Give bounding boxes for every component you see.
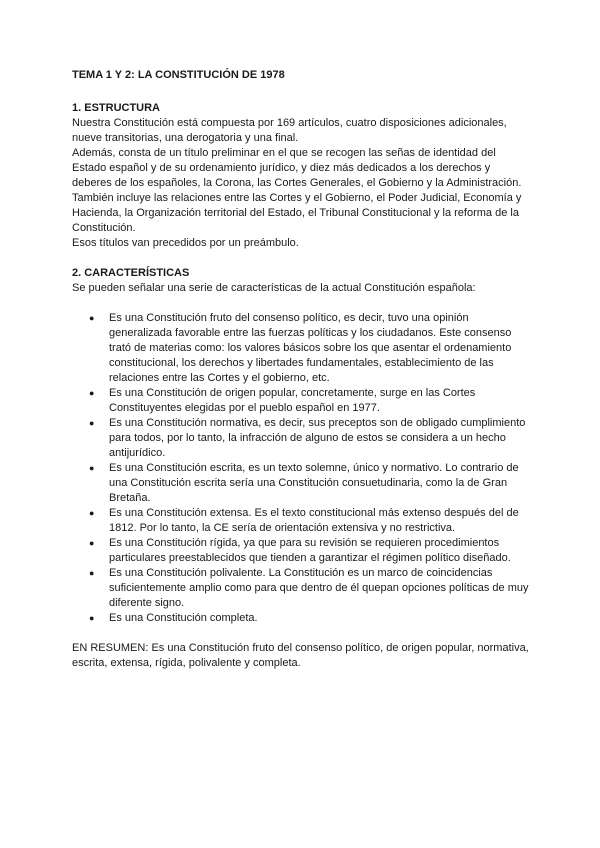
paragraph: Nuestra Constitución está compuesta por 169 artículos, cuatro disposiciones adicionales, nueve transitorias, una derogatoria y una final. <box>72 117 507 144</box>
list-item <box>89 566 530 611</box>
list-item <box>89 416 530 461</box>
section-caracteristicas <box>72 266 530 626</box>
document-title: TEMA 1 Y 2: LA CONSTITUCIÓN DE 1978 <box>72 69 285 81</box>
bullet-icon: ● <box>89 538 95 548</box>
bullet-icon: ● <box>89 463 95 473</box>
bullet-icon: ● <box>89 613 95 623</box>
paragraph: Esos títulos van precedidos por un preámbulo. <box>72 237 299 249</box>
bullet-icon: ● <box>89 388 95 398</box>
section-heading-estructura: 1. ESTRUCTURA <box>72 102 161 114</box>
list-item-text: Es una Constitución de origen popular, concretamente, surge en las Cortes Constituyentes elegidas por el pueblo español en 1977. <box>109 387 476 414</box>
list-item <box>89 311 530 386</box>
list-item <box>89 536 530 566</box>
list-item-text: Es una Constitución polivalente. La Constitución es un marco de coincidencias suficientemente amplio como para que dentro de él quepan opciones políticas de muy diferente signo. <box>109 567 529 609</box>
summary-paragraph: EN RESUMEN: Es una Constitución fruto del consenso político, de origen popular, normativa, escrita, extensa, rígida, polivalente y completa. <box>72 642 529 669</box>
characteristics-list <box>72 311 530 626</box>
bullet-icon: ● <box>89 508 95 518</box>
bullet-icon: ● <box>89 418 95 428</box>
bullet-icon: ● <box>89 568 95 578</box>
list-item <box>89 386 530 416</box>
list-item <box>89 506 530 536</box>
list-item-text: Es una Constitución fruto del consenso político, es decir, tuvo una opinión generalizada favorable entre las fuerzas políticas y los ciudadanos. Este consenso trató de materias como: los valores básicos sobre los que asentar el ordenamiento constitucional, los derechos y libertades fundamentales, establecimiento de las relaciones entre las Cortes y el gobierno, etc. <box>109 312 512 384</box>
list-item <box>89 461 530 506</box>
list-item-text: Es una Constitución completa. <box>109 612 258 624</box>
paragraph: Además, consta de un título preliminar en el que se recogen las señas de identidad del Estado español y de su ordenamiento jurídico, y diez más dedicados a los derechos y deberes de los españoles, la Corona, las Cortes Generales, el Gobierno y la Administración. También incluye las relaciones entre las Cortes y el Gobierno, el Poder Judicial, Economía y Hacienda, la Organización territorial del Estado, el Tribunal Constitucional y la reforma de la Constitución. <box>72 147 522 234</box>
list-item-text: Es una Constitución rígida, ya que para su revisión se requieren procedimientos particulares preestablecidos que tienden a garantizar el régimen político diseñado. <box>109 537 511 564</box>
list-item-text: Es una Constitución escrita, es un texto solemne, único y normativo. Lo contrario de una Constitución escrita sería una Constitución consuetudinaria, como la de Gran Bretaña. <box>109 462 519 504</box>
section-estructura <box>72 101 530 251</box>
list-item <box>89 611 530 626</box>
section-heading-caracteristicas: 2. CARACTERÍSTICAS <box>72 267 190 279</box>
bullet-icon: ● <box>89 313 95 323</box>
list-item-text: Es una Constitución normativa, es decir, sus preceptos son de obligado cumplimiento para todos, por lo tanto, la infracción de alguno de estos se considera a un hecho antijurídico. <box>109 417 526 459</box>
section-intro: Se pueden señalar una serie de características de la actual Constitución española: <box>72 282 476 294</box>
list-item-text: Es una Constitución extensa. Es el texto constitucional más extenso después del de 1812. Por lo tanto, la CE sería de orientación extensiva y no restrictiva. <box>109 507 519 534</box>
